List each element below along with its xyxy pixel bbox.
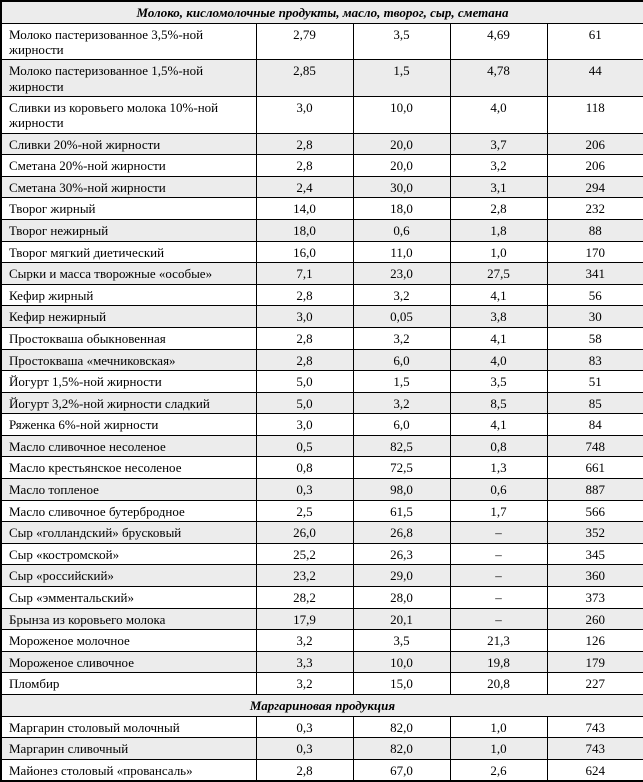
- table-row: [1, 263, 643, 285]
- product-name-cell: Творог мягкий диетический: [1, 241, 256, 263]
- value-cell: 3,2: [256, 630, 353, 652]
- value-cell: 5,0: [256, 392, 353, 414]
- value-cell: 23,2: [256, 565, 353, 587]
- section-header-row: [1, 695, 643, 717]
- value-cell: 4,0: [450, 349, 547, 371]
- value-cell: 82,5: [353, 435, 450, 457]
- value-cell: 3,2: [353, 327, 450, 349]
- product-name-cell: Сыр «эмментальский»: [1, 587, 256, 609]
- table-row: [1, 133, 643, 155]
- value-cell: 0,6: [353, 219, 450, 241]
- table-row: [1, 349, 643, 371]
- value-cell: 20,8: [450, 673, 547, 695]
- value-cell: 4,1: [450, 284, 547, 306]
- value-cell: 6,0: [353, 349, 450, 371]
- value-cell: 0,8: [256, 457, 353, 479]
- value-cell: 2,4: [256, 176, 353, 198]
- value-cell: –: [450, 565, 547, 587]
- table-row: [1, 608, 643, 630]
- table-row: [1, 176, 643, 198]
- value-cell: 3,0: [256, 96, 353, 133]
- value-cell: 0,3: [256, 479, 353, 501]
- value-cell: 1,0: [450, 716, 547, 738]
- value-cell: 67,0: [353, 759, 450, 781]
- value-cell: 1,8: [450, 219, 547, 241]
- value-cell: 83: [547, 349, 643, 371]
- value-cell: 1,0: [450, 738, 547, 760]
- product-name-cell: Творог жирный: [1, 198, 256, 220]
- value-cell: 3,5: [353, 23, 450, 60]
- product-name-cell: Брынза из коровьего молока: [1, 608, 256, 630]
- value-cell: 887: [547, 479, 643, 501]
- product-name-cell: Майонез столовый «провансаль»: [1, 759, 256, 781]
- value-cell: 44: [547, 60, 643, 97]
- value-cell: 360: [547, 565, 643, 587]
- value-cell: 4,0: [450, 96, 547, 133]
- product-name-cell: Молоко пастеризованное 3,5%-ной жирности: [1, 23, 256, 60]
- value-cell: 23,0: [353, 263, 450, 285]
- value-cell: 1,7: [450, 500, 547, 522]
- value-cell: 14,0: [256, 198, 353, 220]
- product-name-cell: Творог нежирный: [1, 219, 256, 241]
- value-cell: 19,8: [450, 651, 547, 673]
- value-cell: 624: [547, 759, 643, 781]
- value-cell: 0,3: [256, 716, 353, 738]
- value-cell: 2,8: [256, 327, 353, 349]
- value-cell: 7,1: [256, 263, 353, 285]
- table-row: [1, 651, 643, 673]
- table-row: [1, 23, 643, 60]
- table-row: [1, 500, 643, 522]
- value-cell: 341: [547, 263, 643, 285]
- value-cell: 51: [547, 371, 643, 393]
- value-cell: 743: [547, 738, 643, 760]
- product-name-cell: Сметана 30%-ной жирности: [1, 176, 256, 198]
- table-row: [1, 306, 643, 328]
- section-header-row: [1, 1, 643, 23]
- value-cell: 11,0: [353, 241, 450, 263]
- value-cell: 170: [547, 241, 643, 263]
- table-row: [1, 414, 643, 436]
- value-cell: 82,0: [353, 738, 450, 760]
- value-cell: 260: [547, 608, 643, 630]
- table-row: [1, 630, 643, 652]
- value-cell: 3,7: [450, 133, 547, 155]
- value-cell: –: [450, 587, 547, 609]
- table-row: [1, 565, 643, 587]
- product-name-cell: Масло крестьянское несоленое: [1, 457, 256, 479]
- value-cell: 85: [547, 392, 643, 414]
- value-cell: 4,78: [450, 60, 547, 97]
- value-cell: 2,79: [256, 23, 353, 60]
- table-row: [1, 284, 643, 306]
- value-cell: 748: [547, 435, 643, 457]
- table-row: [1, 96, 643, 133]
- value-cell: 3,2: [353, 284, 450, 306]
- value-cell: 20,0: [353, 155, 450, 177]
- product-name-cell: Сливки из коровьего молока 10%-ной жирности: [1, 96, 256, 133]
- value-cell: 20,1: [353, 608, 450, 630]
- value-cell: 61: [547, 23, 643, 60]
- value-cell: 84: [547, 414, 643, 436]
- value-cell: 20,0: [353, 133, 450, 155]
- value-cell: 28,2: [256, 587, 353, 609]
- value-cell: 1,5: [353, 371, 450, 393]
- value-cell: 28,0: [353, 587, 450, 609]
- value-cell: 82,0: [353, 716, 450, 738]
- value-cell: 6,0: [353, 414, 450, 436]
- value-cell: 118: [547, 96, 643, 133]
- value-cell: 3,5: [450, 371, 547, 393]
- table-row: [1, 738, 643, 760]
- value-cell: –: [450, 522, 547, 544]
- value-cell: 30,0: [353, 176, 450, 198]
- value-cell: –: [450, 543, 547, 565]
- value-cell: 126: [547, 630, 643, 652]
- table-row: [1, 759, 643, 781]
- product-name-cell: Простокваша обыкновенная: [1, 327, 256, 349]
- product-name-cell: Сыр «голландский» брусковый: [1, 522, 256, 544]
- table-row: [1, 479, 643, 501]
- value-cell: 3,2: [353, 392, 450, 414]
- value-cell: 58: [547, 327, 643, 349]
- value-cell: 10,0: [353, 96, 450, 133]
- value-cell: 8,5: [450, 392, 547, 414]
- value-cell: 30: [547, 306, 643, 328]
- value-cell: –: [450, 608, 547, 630]
- value-cell: 25,2: [256, 543, 353, 565]
- value-cell: 2,8: [256, 759, 353, 781]
- value-cell: 3,0: [256, 306, 353, 328]
- value-cell: 26,0: [256, 522, 353, 544]
- value-cell: 2,6: [450, 759, 547, 781]
- product-name-cell: Маргарин сливочный: [1, 738, 256, 760]
- product-name-cell: Масло сливочное несоленое: [1, 435, 256, 457]
- product-name-cell: Йогурт 1,5%-ной жирности: [1, 371, 256, 393]
- product-name-cell: Молоко пастеризованное 1,5%-ной жирности: [1, 60, 256, 97]
- table-row: [1, 327, 643, 349]
- product-name-cell: Ряженка 6%-ной жирности: [1, 414, 256, 436]
- table-row: [1, 716, 643, 738]
- table-row: [1, 241, 643, 263]
- product-name-cell: Масло сливочное бутербродное: [1, 500, 256, 522]
- value-cell: 2,5: [256, 500, 353, 522]
- product-name-cell: Сырки и масса творожные «особые»: [1, 263, 256, 285]
- product-name-cell: Мороженое сливочное: [1, 651, 256, 673]
- value-cell: 3,5: [353, 630, 450, 652]
- product-name-cell: Сыр «российский»: [1, 565, 256, 587]
- value-cell: 10,0: [353, 651, 450, 673]
- value-cell: 566: [547, 500, 643, 522]
- value-cell: 29,0: [353, 565, 450, 587]
- value-cell: 21,3: [450, 630, 547, 652]
- product-name-cell: Простокваша «мечниковская»: [1, 349, 256, 371]
- value-cell: 1,3: [450, 457, 547, 479]
- value-cell: 72,5: [353, 457, 450, 479]
- value-cell: 26,8: [353, 522, 450, 544]
- table-row: [1, 457, 643, 479]
- value-cell: 0,3: [256, 738, 353, 760]
- value-cell: 3,8: [450, 306, 547, 328]
- value-cell: 3,0: [256, 414, 353, 436]
- value-cell: 98,0: [353, 479, 450, 501]
- value-cell: 3,3: [256, 651, 353, 673]
- value-cell: 2,8: [256, 155, 353, 177]
- value-cell: 232: [547, 198, 643, 220]
- value-cell: 18,0: [353, 198, 450, 220]
- table-row: [1, 198, 643, 220]
- product-name-cell: Кефир жирный: [1, 284, 256, 306]
- value-cell: 206: [547, 133, 643, 155]
- value-cell: 5,0: [256, 371, 353, 393]
- value-cell: 2,8: [256, 133, 353, 155]
- value-cell: 345: [547, 543, 643, 565]
- table-row: [1, 219, 643, 241]
- table-row: [1, 392, 643, 414]
- value-cell: 61,5: [353, 500, 450, 522]
- table-row: [1, 543, 643, 565]
- product-name-cell: Маргарин столовый молочный: [1, 716, 256, 738]
- table-row: [1, 522, 643, 544]
- section-header-label: Молоко, кисломолочные продукты, масло, творог, сыр, сметана: [1, 1, 643, 23]
- value-cell: 2,85: [256, 60, 353, 97]
- value-cell: 0,6: [450, 479, 547, 501]
- value-cell: 2,8: [450, 198, 547, 220]
- table-row: [1, 435, 643, 457]
- value-cell: 1,0: [450, 241, 547, 263]
- table-row: [1, 60, 643, 97]
- product-name-cell: Сметана 20%-ной жирности: [1, 155, 256, 177]
- value-cell: 3,1: [450, 176, 547, 198]
- value-cell: 3,2: [256, 673, 353, 695]
- product-name-cell: Йогурт 3,2%-ной жирности сладкий: [1, 392, 256, 414]
- value-cell: 88: [547, 219, 643, 241]
- product-name-cell: Масло топленое: [1, 479, 256, 501]
- product-name-cell: Сыр «костромской»: [1, 543, 256, 565]
- value-cell: 179: [547, 651, 643, 673]
- table-row: [1, 673, 643, 695]
- value-cell: 0,05: [353, 306, 450, 328]
- value-cell: 4,69: [450, 23, 547, 60]
- value-cell: 0,8: [450, 435, 547, 457]
- value-cell: 373: [547, 587, 643, 609]
- product-name-cell: Сливки 20%-ной жирности: [1, 133, 256, 155]
- value-cell: 26,3: [353, 543, 450, 565]
- value-cell: 206: [547, 155, 643, 177]
- value-cell: 0,5: [256, 435, 353, 457]
- product-name-cell: Мороженое молочное: [1, 630, 256, 652]
- value-cell: 1,5: [353, 60, 450, 97]
- value-cell: 352: [547, 522, 643, 544]
- value-cell: 56: [547, 284, 643, 306]
- table-row: [1, 587, 643, 609]
- value-cell: 2,8: [256, 349, 353, 371]
- section-header-label: Маргариновая продукция: [1, 695, 643, 717]
- value-cell: 18,0: [256, 219, 353, 241]
- table-row: [1, 371, 643, 393]
- value-cell: 15,0: [353, 673, 450, 695]
- value-cell: 3,2: [450, 155, 547, 177]
- value-cell: 294: [547, 176, 643, 198]
- nutrition-table-body: [1, 1, 643, 781]
- value-cell: 17,9: [256, 608, 353, 630]
- value-cell: 661: [547, 457, 643, 479]
- value-cell: 4,1: [450, 327, 547, 349]
- value-cell: 4,1: [450, 414, 547, 436]
- product-name-cell: Кефир нежирный: [1, 306, 256, 328]
- value-cell: 743: [547, 716, 643, 738]
- table-row: [1, 155, 643, 177]
- value-cell: 2,8: [256, 284, 353, 306]
- value-cell: 27,5: [450, 263, 547, 285]
- value-cell: 227: [547, 673, 643, 695]
- value-cell: 16,0: [256, 241, 353, 263]
- product-name-cell: Пломбир: [1, 673, 256, 695]
